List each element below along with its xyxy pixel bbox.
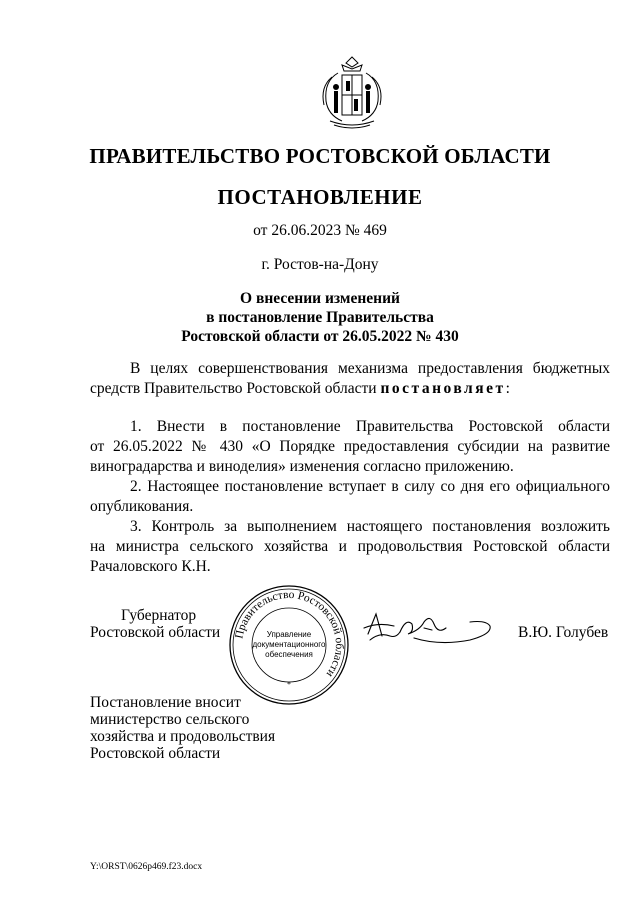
official-stamp: [228, 584, 350, 706]
introduced-by-line: Ростовской области: [90, 745, 221, 762]
subject-line: Ростовской области от 26.05.2022 № 430: [181, 328, 459, 345]
introduced-by-line: Постановление вносит: [90, 694, 241, 711]
file-path-footer: Y:\ORST\0626p469.f23.docx: [90, 862, 203, 872]
government-title: ПРАВИТЕЛЬСТВО РОСТОВСКОЙ ОБЛАСТИ: [89, 144, 551, 168]
decree-word: постановляет: [380, 380, 506, 397]
stamp-ring-text: Правительство Ростовской области: [233, 588, 346, 680]
introduced-by-line: министерство сельского: [90, 711, 250, 728]
item-1-line: 1. Внести в постановление Правительства Ростовской области: [130, 418, 610, 435]
preamble-line: В целях совершенствования механизма предоставления бюджетных: [130, 360, 610, 377]
item-3-line: Рачаловского К.Н.: [90, 558, 211, 575]
item-1-line: виноградарства и виноделия» изменения согласно приложению.: [90, 458, 514, 475]
introduced-by-line: хозяйства и продовольствия: [90, 728, 276, 745]
coat-of-arms-emblem: [316, 55, 388, 131]
item-2-line: 2. Настоящее постановление вступает в силу со дня его официального: [130, 478, 610, 495]
document-city: г. Ростов-на-Дону: [261, 256, 379, 273]
subject-line: О внесении изменений: [240, 290, 400, 307]
decree-colon: :: [505, 380, 510, 397]
document-date-number: от 26.06.2023 № 469: [253, 222, 387, 239]
signatory-region: Ростовской области: [90, 624, 221, 641]
stamp-center-line: документационного: [252, 640, 326, 649]
subject-line: в постановление Правительства: [206, 309, 434, 326]
stamp-center-line: Управление: [266, 630, 312, 639]
preamble-line: [90, 379, 610, 399]
handwritten-signature: [360, 606, 500, 648]
document-type: ПОСТАНОВЛЕНИЕ: [217, 185, 423, 209]
item-3-line: на министра сельского хозяйства и продовольствия Ростовской области: [90, 538, 610, 555]
signatory-position: Губернатор: [121, 607, 197, 624]
item-2-line: опубликования.: [90, 498, 194, 515]
preamble-text: средств Правительство Ростовской области: [90, 380, 377, 397]
signatory-name: В.Ю. Голубев: [518, 624, 609, 641]
item-1-line: от 26.05.2022 № 430 «О Порядке предоставления субсидии на развитие: [90, 438, 610, 455]
star-icon: *: [287, 680, 291, 689]
item-3-line: 3. Контроль за выполнением настоящего постановления возложить: [130, 518, 610, 535]
stamp-center-line: обеспечения: [265, 650, 313, 659]
